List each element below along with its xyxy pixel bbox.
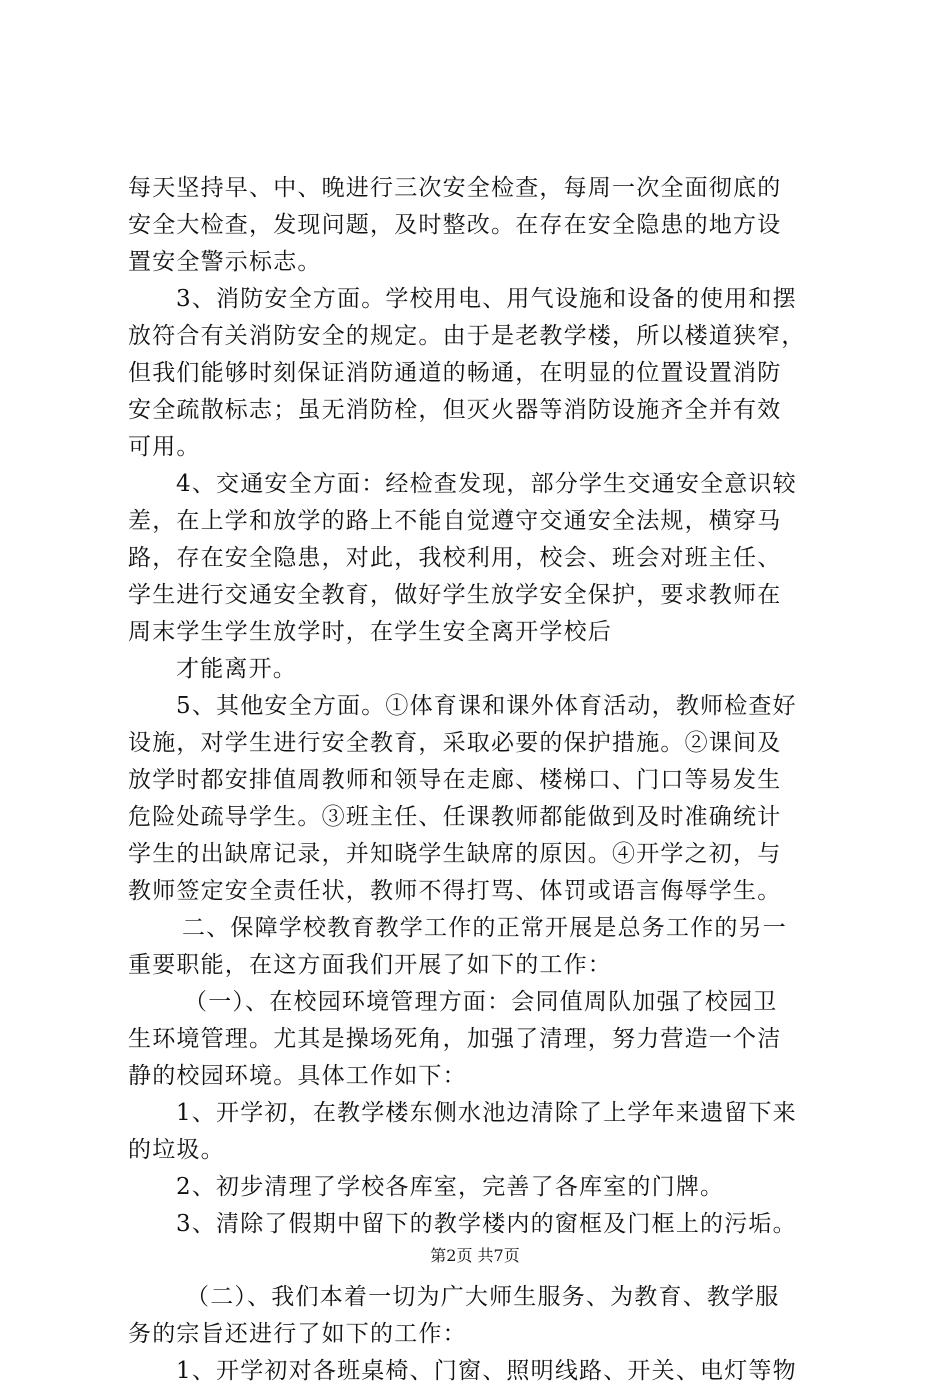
text-line: 3、消防安全方面。学校用电、用气设施和设备的使用和摆	[176, 286, 797, 312]
text-line: 但我们能够时刻保证消防通道的畅通，在明显的位置设置消防	[128, 360, 782, 386]
text-line: 5、其他安全方面。①体育课和课外体育活动，教师检查好	[176, 693, 797, 719]
text-line: 置安全警示标志。	[128, 249, 322, 275]
text-line: 的垃圾。	[128, 1137, 225, 1163]
text-line: 设施，对学生进行安全教育，采取必要的保护措施。②课间及	[128, 730, 782, 756]
text-line: 二、保障学校教育教学工作的正常开展是总务工作的另一	[182, 915, 787, 941]
page-footer	[0, 1245, 950, 1267]
text-line: 务的宗旨还进行了如下的工作：	[128, 1321, 467, 1347]
text-line: 2、初步清理了学校各库室，完善了各库室的门牌。	[176, 1174, 725, 1200]
page-number: 第2页 共7页	[430, 1246, 520, 1265]
text-line: 生环境管理。尤其是操场死角，加强了清理，努力营造一个洁	[128, 1026, 782, 1052]
text-line: （一）、在校园环境管理方面：会同值周队加强了校园卫	[184, 989, 778, 1015]
text-line: 每天坚持早、中、晚进行三次安全检查，每周一次全面彻底的	[128, 175, 782, 201]
text-line: 放符合有关消防安全的规定。由于是老教学楼，所以楼道狭窄，	[128, 323, 806, 349]
text-line: 差，在上学和放学的路上不能自觉遵守交通安全法规，横穿马	[128, 508, 782, 534]
text-line: 1、开学初对各班桌椅、门窗、照明线路、开关、电灯等物	[176, 1358, 797, 1384]
text-line: （二）、我们本着一切为广大师生服务、为教育、教学服	[186, 1284, 780, 1310]
text-line: 学生的出缺席记录，并知晓学生缺席的原因。④开学之初，与	[128, 841, 782, 867]
text-line: 教师签定安全责任状，教师不得打骂、体罚或语言侮辱学生。	[128, 878, 782, 904]
text-line: 路，存在安全隐患，对此，我校利用，校会、班会对班主任、	[128, 545, 782, 571]
text-line: 放学时都安排值周教师和领导在走廊、楼梯口、门口等易发生	[128, 767, 782, 793]
text-line: 可用。	[128, 434, 201, 460]
text-line: 才能离开。	[176, 656, 297, 682]
document-body	[128, 170, 838, 1390]
text-line: 周末学生学生放学时，在学生安全离开学校后	[128, 619, 612, 645]
text-line: 4、交通安全方面：经检查发现，部分学生交通安全意识较	[176, 471, 797, 497]
text-line: 静的校园环境。具体工作如下：	[128, 1063, 467, 1089]
text-line: 学生进行交通安全教育，做好学生放学安全保护，要求教师在	[128, 582, 782, 608]
text-line: 安全大检查，发现问题，及时整改。在存在安全隐患的地方设	[128, 212, 782, 238]
text-line: 3、清除了假期中留下的教学楼内的窗框及门框上的污垢。	[176, 1211, 797, 1237]
text-line: 安全疏散标志；虽无消防栓，但灭火器等消防设施齐全并有效	[128, 397, 782, 423]
text-line: 重要职能，在这方面我们开展了如下的工作：	[128, 952, 612, 978]
text-line: 1、开学初，在教学楼东侧水池边清除了上学年来遗留下来	[176, 1100, 797, 1126]
text-line: 危险处疏导学生。③班主任、任课教师都能做到及时准确统计	[128, 804, 782, 830]
